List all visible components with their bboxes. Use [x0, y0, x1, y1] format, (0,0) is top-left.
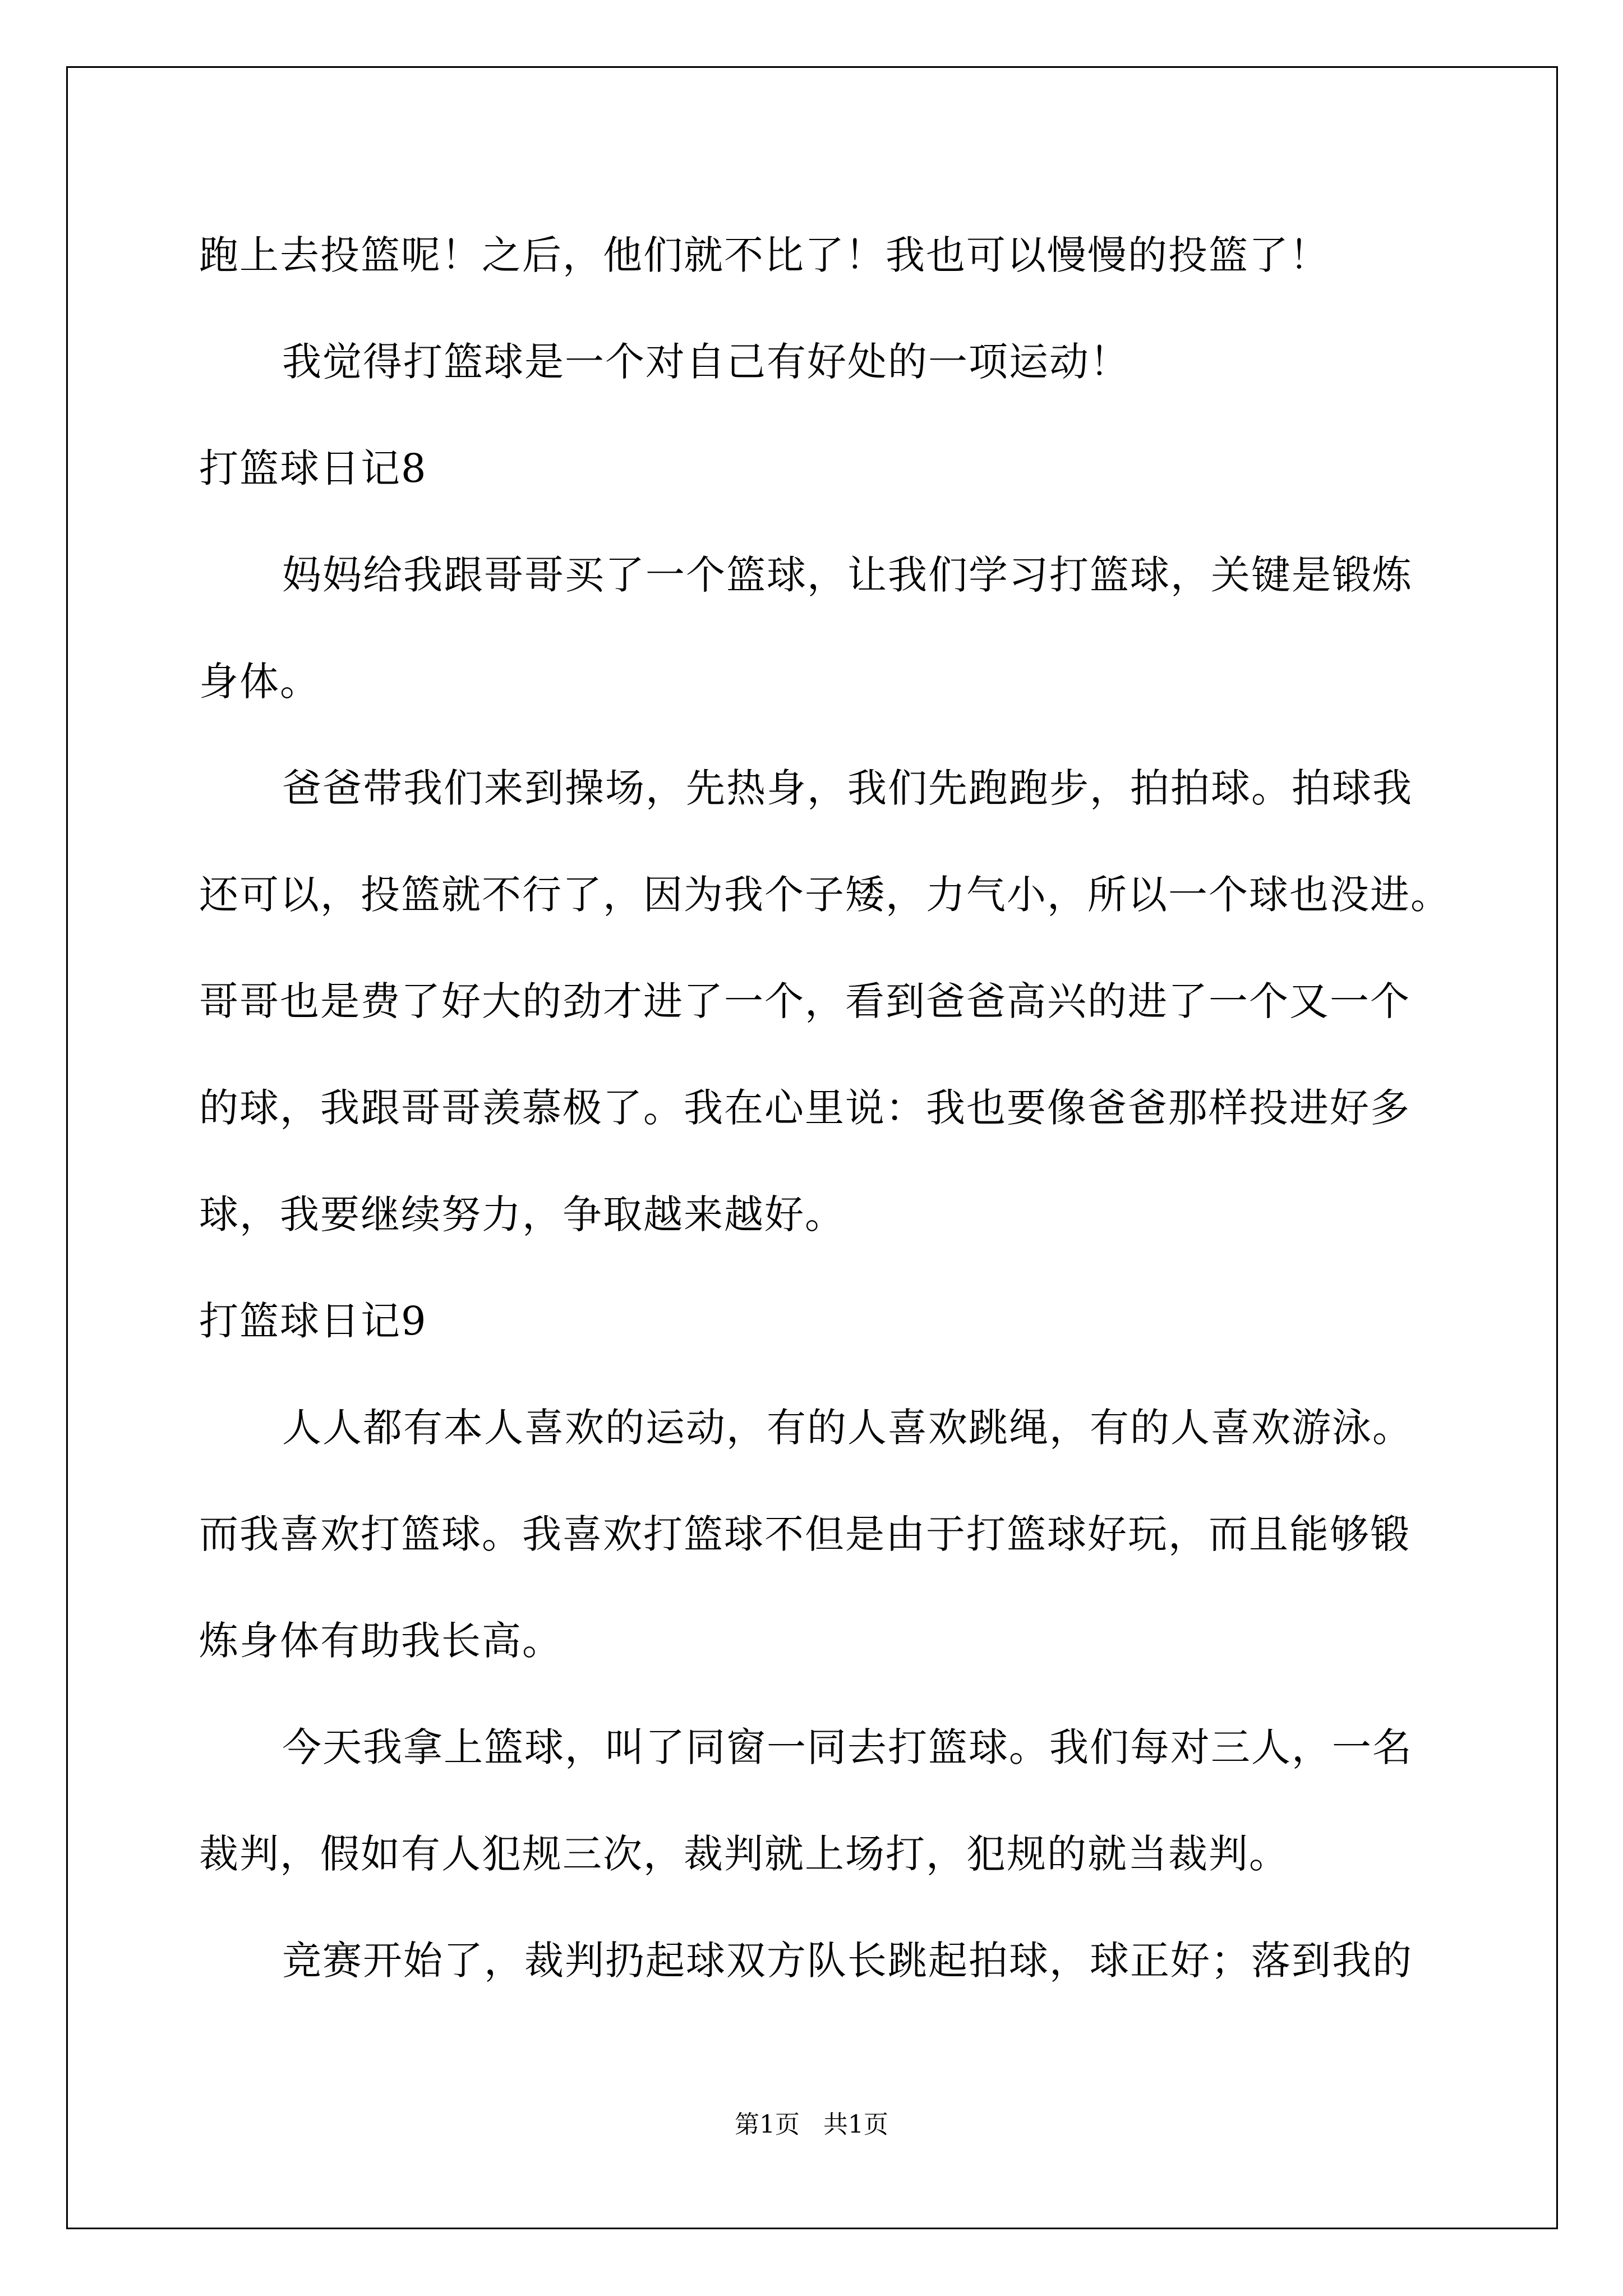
- text-line: 还可以，投篮就不行了，因为我个子矮，力气小，所以一个球也没进。: [199, 872, 1451, 918]
- text-line: 而我喜欢打篮球。我喜欢打篮球不但是由于打篮球好玩，而且能够锻: [199, 1511, 1410, 1557]
- text-line: 爸爸带我们来到操场，先热身，我们先跑跑步，拍拍球。拍球我: [282, 765, 1413, 811]
- text-line: 今天我拿上篮球，叫了同窗一同去打篮球。我们每对三人，一名: [282, 1724, 1413, 1770]
- text-line: 跑上去投篮呢！之后，他们就不比了！我也可以慢慢的投篮了！: [199, 232, 1330, 278]
- page-footer: [0, 2108, 1623, 2142]
- section-heading: 打篮球日记9: [199, 1298, 427, 1344]
- text-line: 哥哥也是费了好大的劲才进了一个，看到爸爸高兴的进了一个又一个: [199, 978, 1410, 1024]
- text-line: 炼身体有助我长高。: [199, 1618, 562, 1664]
- page-total: 共1页: [823, 2110, 888, 2139]
- document-body: [199, 202, 1450, 2014]
- page-number: 第1页: [735, 2110, 800, 2139]
- text-line: 人人都有本人喜欢的运动，有的人喜欢跳绳，有的人喜欢游泳。: [282, 1405, 1413, 1451]
- section-heading: 打篮球日记8: [199, 445, 427, 491]
- text-line: 我觉得打篮球是一个对自己有好处的一项运动！: [282, 339, 1130, 385]
- text-line: 裁判，假如有人犯规三次，裁判就上场打，犯规的就当裁判。: [199, 1831, 1289, 1877]
- text-line: 竞赛开始了，裁判扔起球双方队长跳起拍球，球正好；落到我的: [282, 1938, 1413, 1984]
- text-line: 妈妈给我跟哥哥买了一个篮球，让我们学习打篮球，关键是锻炼: [282, 552, 1413, 598]
- text-line: 球，我要继续努力，争取越来越好。: [199, 1191, 845, 1237]
- text-line: 身体。: [199, 659, 320, 705]
- text-line: 的球，我跟哥哥羡慕极了。我在心里说：我也要像爸爸那样投进好多: [199, 1085, 1410, 1131]
